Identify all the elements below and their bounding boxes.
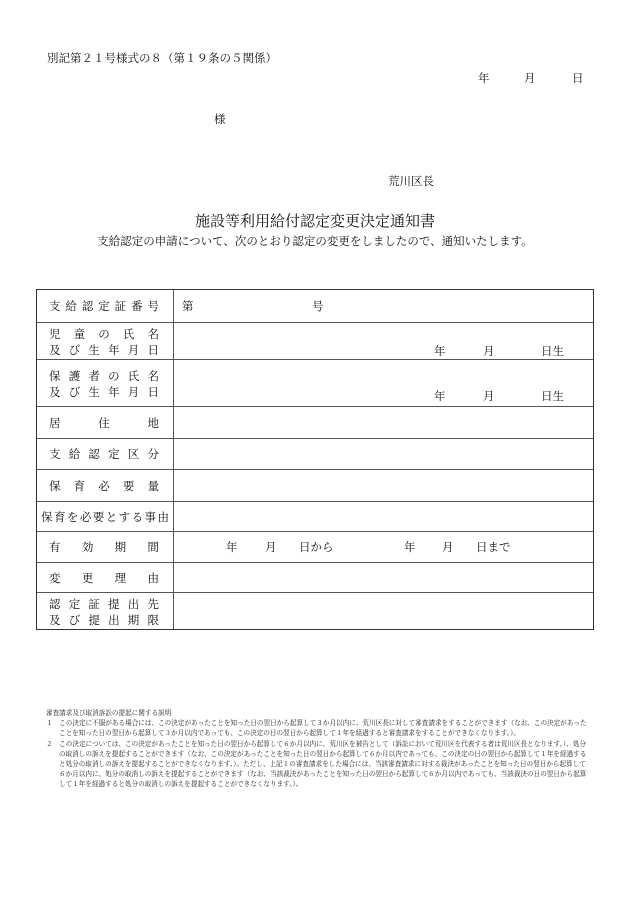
- value-submission: [174, 593, 593, 629]
- value-childcare-amount: [174, 470, 593, 501]
- label-guardian-1: 保護者の氏名: [49, 369, 159, 383]
- document-title: 施設等利用給付認定変更決定通知書: [194, 212, 435, 230]
- row-change-reason: [37, 562, 593, 592]
- validity-from-day: 日から: [299, 540, 334, 554]
- label-change-reason: 変更理由: [49, 571, 159, 585]
- validity-from-year: 年: [226, 540, 238, 554]
- cert-prefix: 第: [182, 299, 194, 313]
- child-year: 年: [434, 344, 446, 358]
- row-address: [37, 406, 593, 438]
- notes-item-2: ２ この決定については、この決定があったことを知った日の翌日から起算して６か月以内に、荒川区を被告として（訴訟において荒川区を代表する者は荒川区長となります。）、処分の取消しの訴えを提起することができます（なお、この決定があったことを知った日の翌日から起算して６か月以内であっても、この決定の日の翌日から起算して１年を経過すると処分の取消しの訴えを提起することができなくなります。）。ただし、上記１の審査請求をした場合には、当該審査請求に対する裁決があったことを知った日の翌日から起算して６か月以内に、処分の取消しの訴えを提起することができます（なお、当該裁決があったことを知った日の翌日から起算して６か月以内であっても、当該裁決の日の翌日から起算して１年を経過すると処分の取消しの訴えを提起することができなくなります。）。: [46, 739, 587, 789]
- row-submission: [37, 592, 593, 629]
- validity-to-month: 月: [442, 540, 454, 554]
- date-year: 年: [478, 71, 490, 85]
- notes-heading: 審査請求及び取消訴訟の提起に関する説明: [46, 709, 172, 717]
- label-address: 居住地: [49, 416, 159, 430]
- row-guardian: [37, 359, 593, 406]
- date-day: 日: [572, 71, 584, 85]
- row-validity: [37, 531, 593, 562]
- lead-text: 支給認定の申請について、次のとおり認定の変更をしましたので、通知いたします。: [97, 234, 533, 248]
- label-guardian-2: 及び生年月日: [49, 385, 159, 399]
- row-category: [37, 438, 593, 469]
- label-category: 支給認定区分: [49, 447, 159, 461]
- label-validity: 有効期間: [49, 540, 159, 554]
- value-category: [174, 439, 593, 469]
- value-validity: [174, 532, 593, 562]
- label-childcare-reason: 保育を必要とする事由: [41, 510, 169, 524]
- label-submission-1: 認定証提出先: [49, 597, 159, 611]
- row-child: [37, 322, 593, 359]
- value-child: [174, 323, 593, 359]
- label-childcare-amount: 保育必要量: [49, 479, 159, 493]
- validity-to-year: 年: [404, 540, 416, 554]
- validity-from-month: 月: [265, 540, 277, 554]
- row-childcare-amount: [37, 469, 593, 501]
- date-month: 月: [524, 71, 536, 85]
- guardian-month: 月: [483, 389, 495, 403]
- label-child-1: 児童の氏名: [49, 327, 159, 341]
- validity-to-day: 日まで: [476, 540, 511, 554]
- row-childcare-reason: [37, 501, 593, 531]
- guardian-year: 年: [434, 389, 446, 403]
- value-guardian: [174, 360, 593, 406]
- label-child-2: 及び生年月日: [49, 343, 159, 357]
- value-change-reason: [174, 563, 593, 592]
- guardian-day: 日生: [541, 389, 564, 403]
- certification-table: [36, 289, 594, 630]
- child-month: 月: [483, 344, 495, 358]
- label-cert-number: 支給認定証番号: [49, 299, 159, 313]
- value-cert-number: [174, 290, 593, 322]
- form-number: 別記第２１号様式の８（第１９条の５関係）: [47, 51, 277, 65]
- row-cert-number: [37, 290, 593, 322]
- issuer: 荒川区長: [388, 174, 434, 188]
- appeal-notes: [46, 708, 591, 790]
- notes-item-1: １ この決定に不服がある場合には、この決定があったことを知った日の翌日から起算して３か月以内に、荒川区長に対して審査請求をすることができます（なお、この決定があったことを知った日の翌日から起算して３か月以内であっても、この決定の日の翌日から起算して１年を経過すると審査請求をすることができなくなります。）。: [46, 719, 587, 738]
- child-day: 日生: [541, 344, 564, 358]
- value-address: [174, 407, 593, 438]
- value-childcare-reason: [174, 502, 593, 531]
- cert-suffix: 号: [312, 299, 324, 313]
- addressee-suffix: 様: [214, 112, 226, 126]
- label-submission-2: 及び提出期限: [49, 613, 159, 627]
